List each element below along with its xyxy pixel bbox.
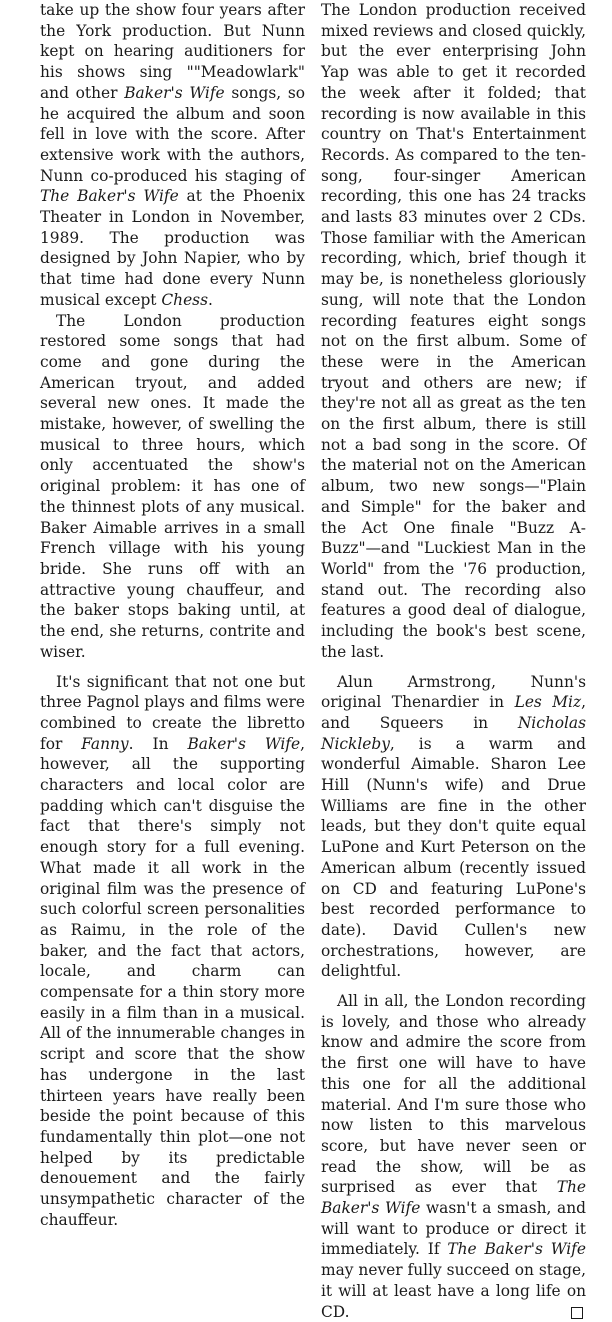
- paragraph-pagnol: It's significant that not one but three Pagnol plays and films were combined to create the libretto for Fanny. In Baker's Wife, however, all the supporting characters and local color are padding which can't disguise the fact that there's simply not enough story for a full evening. What made it all work in the original film was the presence of such colorful screen personalities as Raimu, in the role of the baker, and the fact that actors, locale, and charm can compensate for a thin story more easily in a film than in a musical. All of the innumerable changes in script and score that the show has undergone in the last thirteen years have really been beside the point because of this fundamentally thin plot—one not helped by its predictable denouement and the fairly unsympathetic character of the chauffeur.: [40, 672, 306, 1229]
- title-the-bakers-wife: The Baker's Wife: [40, 187, 179, 206]
- left-column: [40, 0, 305, 1230]
- title-the-bakers-wife-2: The Baker's Wife: [321, 1178, 586, 1218]
- title-fanny: Fanny: [81, 734, 129, 753]
- end-of-article-square-icon: [571, 1307, 583, 1319]
- paragraph-continued: take up the show four years after the York production. But Nunn kept on hearing auditioners for his shows sing ""Meadowlark" and other Baker's Wife songs, so he acquired the album and soon fell in love with the score. After extensive work with the authors, Nunn co-produced his staging of The Baker's Wife at the Phoenix Theater in London in November, 1989. The production was designed by John Napier, who by that time had done every Nunn musical except Chess.: [40, 1, 305, 309]
- paragraph-recording: The London production received mixed reviews and closed quickly, but the ever enterprising John Yap was able to get it recorded the week after it folded; that recording is now available in this country on That's Entertainment Records. As compared to the ten-song, four-singer American recording, this one has 24 tracks and lasts 83 minutes over 2 CDs. Those familiar with the American recording, which, brief though it may be, is nonetheless gloriously sung, will note that the London recording features eight songs not on the first album. Some of these were in the American tryout and others are new; if they're not all as great as the ten on the first album, there is still not a bad song in the score. Of the material not on the American album, two new songs—"Plain and Simple" for the baker and the Act One finale "Buzz A-Buzz"—and "Luckiest Man in the World" from the '76 production, stand out. The recording also features a good deal of dialogue, including the book's best scene, the last.: [321, 1, 586, 661]
- paragraph-cast: Alun Armstrong, Nunn's original Thenardier in Les Miz, and Squeers in Nicholas Nickleby, is a warm and wonderful Aimable. Sharon Lee Hill (Nunn's wife) and Drue Williams are fine in the other leads, but they don't quite equal LuPone and Kurt Peterson on the American album (recently issued on CD and featuring LuPone's best recorded performance to date). David Cullen's new orchestrations, however, are delightful.: [321, 672, 586, 981]
- paragraph-conclusion: All in all, the London recording is lovely, and those who already know and admire the score from the first one will have to have this one for all the additional material. And I'm sure those who now listen to this marvelous score, but have never seen or read the show, will be as surprised as ever that The Baker's Wife wasn't a smash, and will want to produce or direct it immediately. If The Baker's Wife may never fully succeed on stage, it will at least have a long life on CD.: [321, 992, 587, 1321]
- title-the-bakers-wife-3: The Baker's Wife: [447, 1240, 586, 1259]
- title-nicholas-nickleby: Nicholas Nickleby: [321, 713, 586, 753]
- title-chess: Chess: [161, 290, 208, 309]
- title-les-miz: Les Miz: [514, 693, 582, 712]
- title-bakers-wife: Baker's Wife: [124, 83, 225, 102]
- paragraph-london-production: The London production restored some songs that had come and gone during the American tryout, and added several new ones. It made the mistake, however, of swelling the musical to three hours, which only accentuated the show's original problem: it has one of the thinnest plots of any musical. Baker Aimable arrives in a small French village with his young bride. She runs off with an attractive young chauffeur, and the baker stops baking until, at the end, she returns, contrite and wiser.: [40, 311, 305, 661]
- title-bakers-wife-2: Baker's Wife: [187, 734, 301, 753]
- right-column: [321, 0, 586, 1322]
